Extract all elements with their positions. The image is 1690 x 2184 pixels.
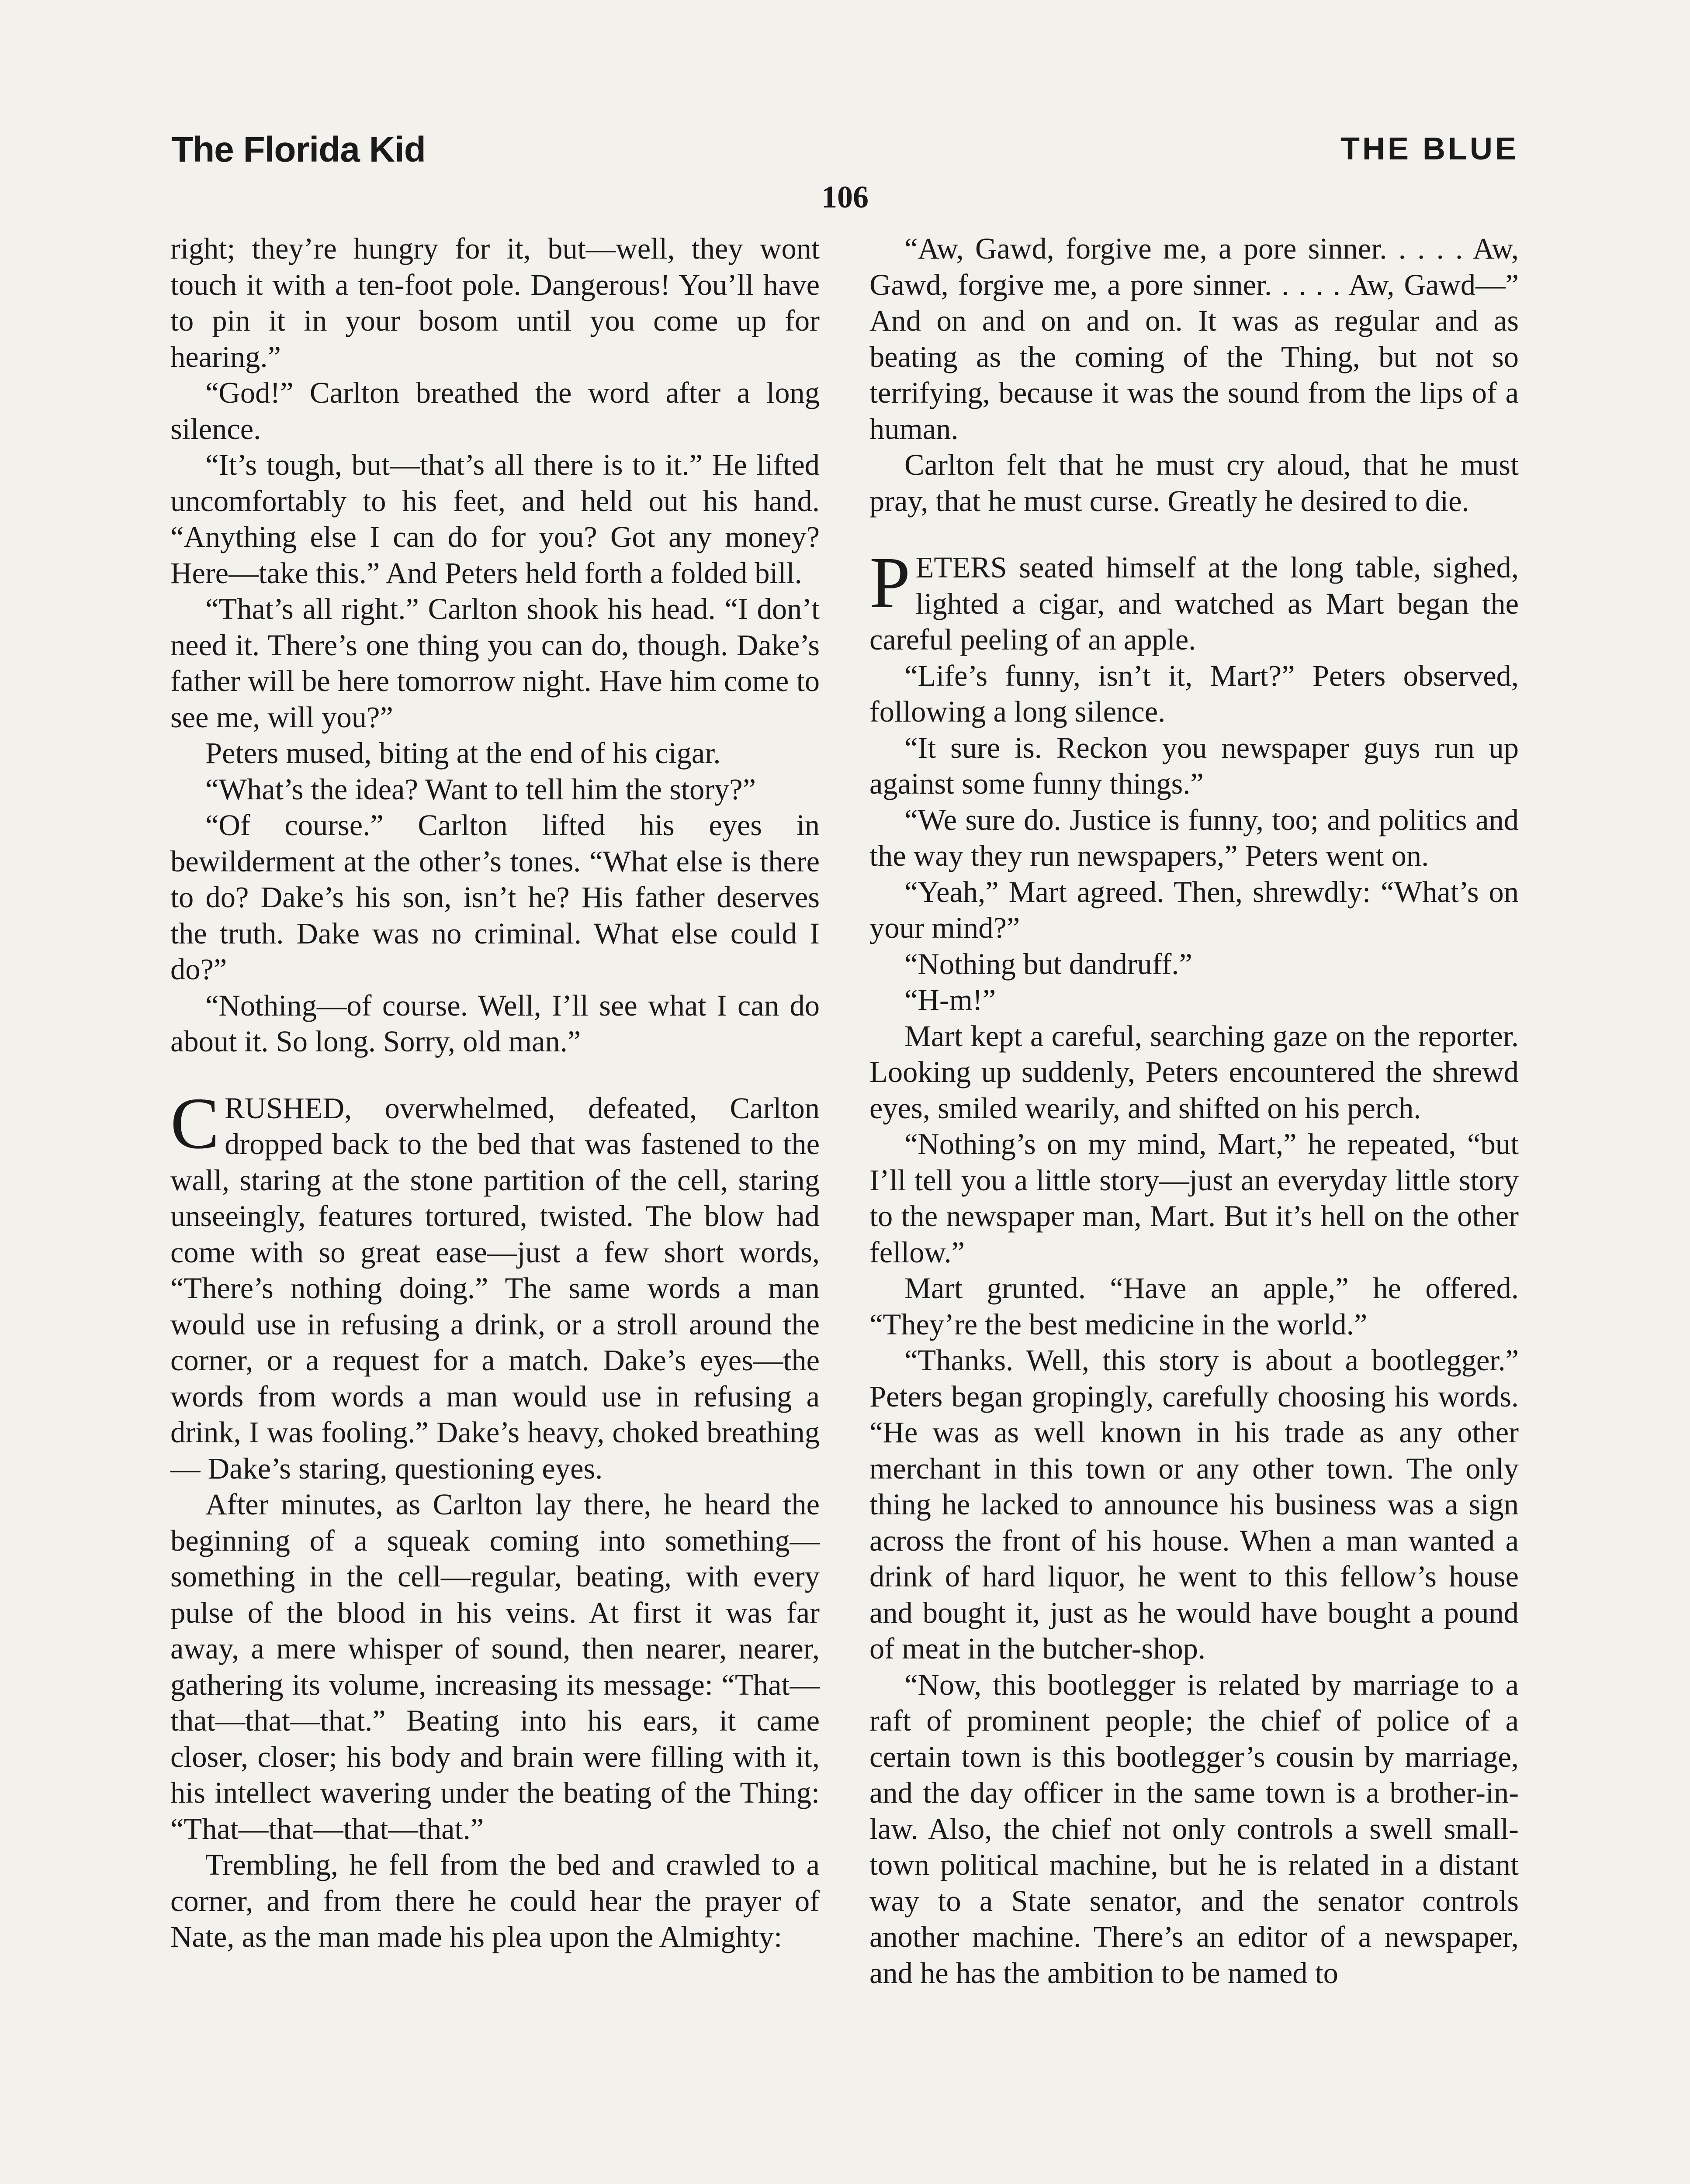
paragraph: “It’s tough, but—that’s all there is to it.” He lifted uncomfortably to his feet, and held out his hand. “Anything else I can do for you? Got any money? Here—take this.” And Peters held forth a folded bill.: [170, 448, 820, 590]
drop-cap: P: [869, 542, 911, 623]
section-paragraph: [170, 1082, 820, 1487]
running-head-magazine-title: THE BLUE: [1340, 131, 1519, 166]
paragraph: Trembling, he fell from the bed and crawled to a corner, and from there he could hear the prayer of Nate, as the man made his plea upon the Almighty:: [170, 1848, 820, 1953]
paragraph: Mart kept a careful, searching gaze on the reporter. Looking up suddenly, Peters encountered the shrewd eyes, smiled wearily, and shifted on his perch.: [869, 1019, 1519, 1125]
paragraph: After minutes, as Carlton lay there, he heard the beginning of a squeak coming into something—something in the cell—regular, beating, with every pulse of the blood in his veins. At first it was far away, a mere whisper of sound, then nearer, nearer, gathering its volume, increasing its message: “That—that—that—that.” Beating into his ears, it came closer, closer; his body and brain were filling with it, his intellect wavering under the beating of the Thing: “That—that—that—that.”: [170, 1488, 820, 1845]
paragraph: “Yeah,” Mart agreed. Then, shrewdly: “What’s on your mind?”: [869, 875, 1519, 944]
paragraph: “Life’s funny, isn’t it, Mart?” Peters observed, following a long silence.: [869, 659, 1519, 728]
paragraph: “It sure is. Reckon you newspaper guys run up against some funny things.”: [869, 731, 1519, 800]
paragraph: “Nothing—of course. Well, I’ll see what I can do about it. So long. Sorry, old man.”: [170, 988, 820, 1058]
paragraph: “Thanks. Well, this story is about a bootlegger.” Peters began gropingly, carefully choosing his words. “He was as well known in his trade as any other merchant in this town or any other town. The only thing he lacked to announce his business was a sign across the front of his house. When a man wanted a drink of hard liquor, he went to this fellow’s house and bought it, just as he would have bought a pound of meat in the butcher-shop.: [869, 1344, 1519, 1665]
paragraph: right; they’re hungry for it, but—well, they wont touch it with a ten-foot pole. Dangerous! You’ll have to pin it in your bosom until you come up for hearing.”: [170, 232, 820, 373]
paragraph: “Aw, Gawd, forgive me, a pore sinner. . . . . Aw, Gawd, forgive me, a pore sinner. . . . . Aw, Gawd—” And on and on and on. It was as regular and as beating as the coming of the Thing, but not so terrifying, because it was the sound from the lips of a human.: [869, 232, 1519, 446]
paragraph: “That’s all right.” Carlton shook his head. “I don’t need it. There’s one thing you can do, though. Dake’s father will be here tomorrow night. Have him come to see me, will you?”: [170, 592, 820, 734]
page-number: 106: [821, 180, 869, 214]
running-head-story-title: The Florida Kid: [171, 130, 426, 169]
paragraph: “Nothing but dandruff.”: [904, 947, 1192, 981]
right-text-column: [869, 231, 1519, 2184]
paragraph-text: RUSHED, overwhelmed, defeated, Carlton dropped back to the bed that was fastened to the wall, staring at the stone partition of the cell, staring unseeingly, features tortured, twisted. The blow had come with so great ease—just a few short words, “There’s nothing doing.” The same words a man would use in refusing a drink, or a stroll around the corner, or a request for a match. Dake’s eyes—the words from words a man would use in refusing a drink, I was fooling.” Dake’s heavy, choked breathing — Dake’s staring, questioning eyes.: [170, 1091, 820, 1485]
paragraph: “Now, this bootlegger is related by marriage to a raft of prominent people; the chief of police of a certain town is this bootlegger’s cousin by marriage, and the day officer in the same town is a brother-in-law. Also, the chief not only controls a swell small-town political machine, but he is related in a distant way to a State senator, and the senator controls another machine. There’s an editor of a newspaper, and he has the ambition to be named to: [869, 1668, 1519, 1990]
paragraph: “We sure do. Justice is funny, too; and politics and the way they run newspapers,” Peters went on.: [869, 803, 1519, 872]
paragraph-text: ETERS seated himself at the long table, sighed, lighted a cigar, and watched as Mart began the careful peeling of an apple.: [869, 551, 1519, 656]
paragraph: “H-m!”: [904, 983, 996, 1016]
section-paragraph: [869, 542, 1519, 658]
left-text-column: [170, 231, 820, 2184]
drop-cap: C: [170, 1082, 220, 1164]
paragraph: “Of course.” Carlton lifted his eyes in bewilderment at the other’s tones. “What else is there to do? Dake’s his son, isn’t he? His father deserves the truth. Dake was no criminal. What else could I do?”: [170, 809, 820, 986]
paragraph: “What’s the idea? Want to tell him the story?”: [205, 772, 756, 806]
paragraph: “Nothing’s on my mind, Mart,” he repeated, “but I’ll tell you a little story—just an everyday little story to the newspaper man, Mart. But it’s hell on the other fellow.”: [869, 1127, 1519, 1269]
paragraph: Mart grunted. “Have an apple,” he offered. “They’re the best medicine in the world.”: [869, 1272, 1519, 1341]
paragraph: Carlton felt that he must cry aloud, that he must pray, that he must curse. Greatly he desired to die.: [869, 448, 1519, 518]
paragraph: Peters mused, biting at the end of his cigar.: [205, 736, 721, 770]
paragraph: “God!” Carlton breathed the word after a long silence.: [170, 376, 820, 446]
